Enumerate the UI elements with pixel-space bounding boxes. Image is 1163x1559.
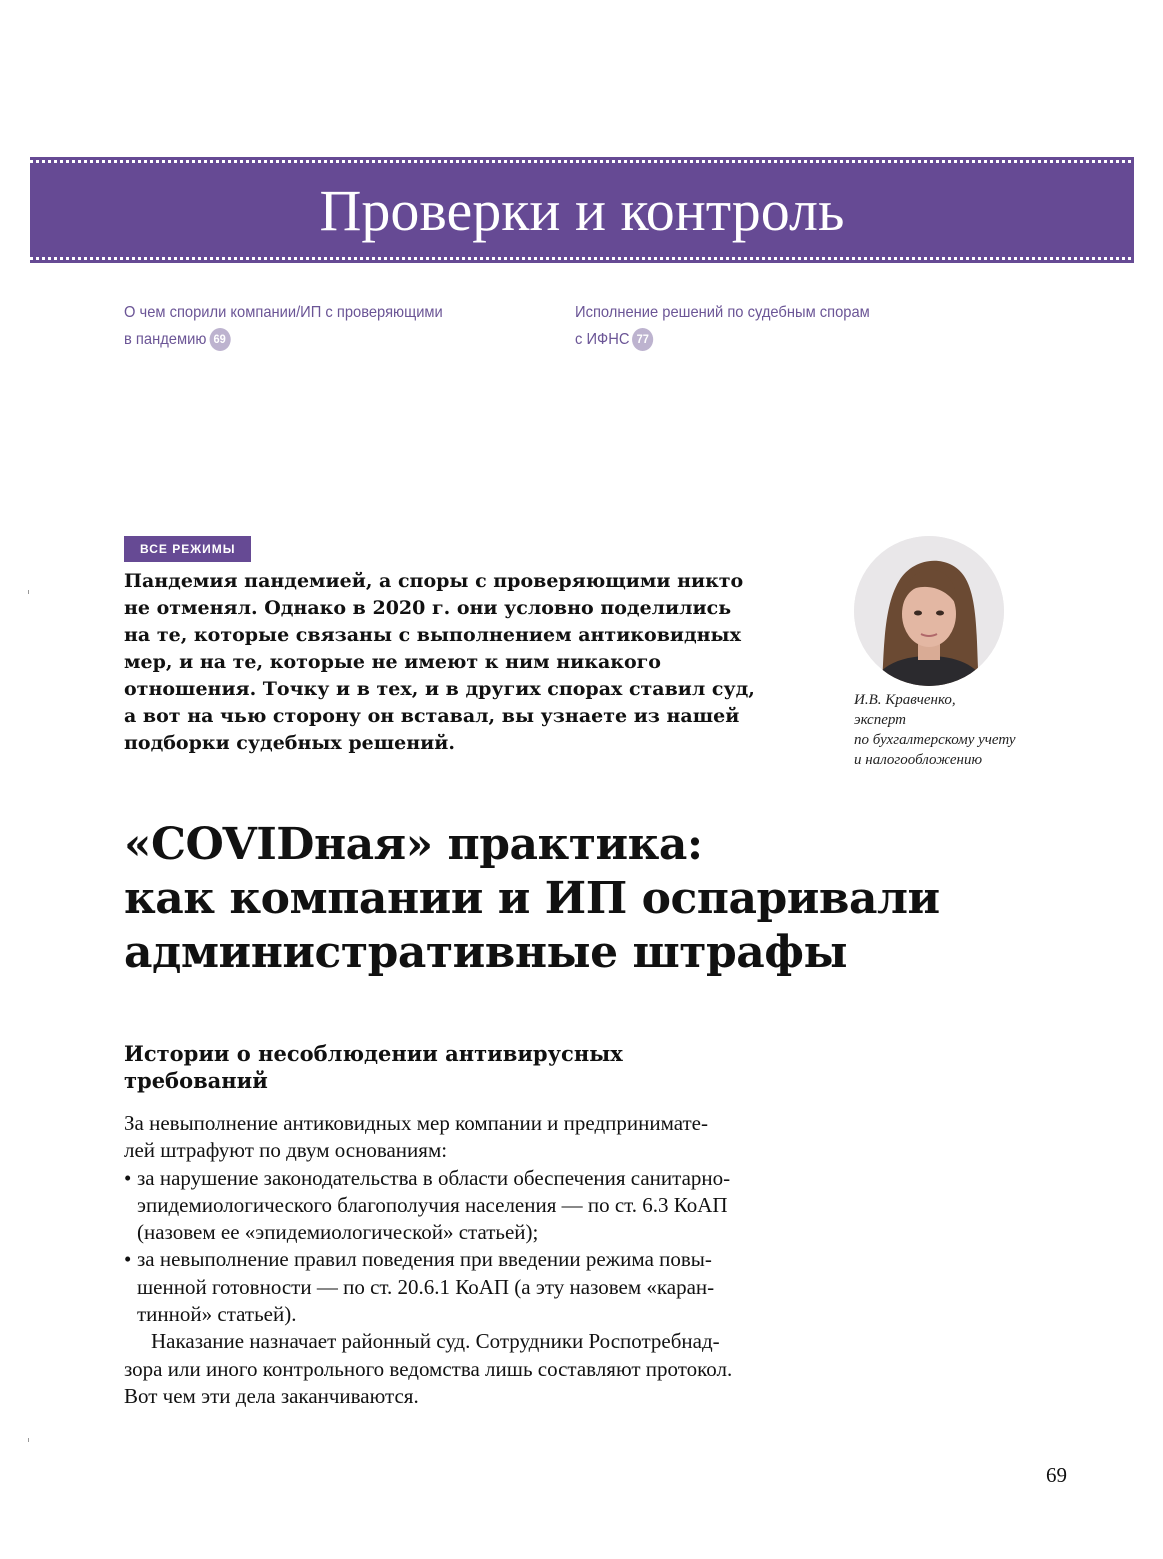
tax-regime-tag: ВСЕ РЕЖИМЫ — [124, 536, 251, 562]
section-title: Проверки и контроль — [319, 178, 845, 243]
section-banner — [30, 157, 1134, 263]
lead-paragraph — [124, 568, 804, 757]
page-number-badge: 77 — [632, 328, 653, 351]
lead-line: подборки судебных решений. — [124, 732, 455, 754]
lead-line: а вот на чью сторону он вставал, вы узнаете из нашей — [124, 705, 740, 727]
lead-line: не отменял. Однако в 2020 г. они условно поделились — [124, 597, 732, 619]
lead-line: на те, которые связаны с выполнением антиковидных — [124, 624, 741, 646]
body-line: тинной» статьей). — [137, 1302, 297, 1327]
lead-line: мер, и на те, которые не имеют к ним никакого — [124, 651, 661, 673]
banner-border-top — [30, 160, 1134, 163]
body-line: • за нарушение законодательства в области обеспечения санитарно- — [137, 1165, 731, 1190]
headline-line: «COVIDная» практика: — [124, 819, 703, 870]
author-photo — [854, 536, 1004, 686]
article-headline — [124, 818, 1124, 980]
article-body — [124, 1110, 814, 1410]
banner-border-bottom — [30, 257, 1134, 260]
author-role: эксперт — [854, 712, 907, 728]
nav-link-line — [575, 326, 870, 353]
nav-link-court-decisions[interactable] — [575, 299, 870, 353]
page-number: 69 — [1046, 1463, 1067, 1487]
body-line: (назовем ее «эпидемиологической» статьей); — [137, 1220, 539, 1245]
body-line: За невыполнение антиковидных мер компании и предпринимате- — [124, 1111, 709, 1135]
headline-line: как компании и ИП оспаривали — [124, 873, 940, 924]
body-line: Вот чем эти дела заканчиваются. — [124, 1383, 419, 1408]
nav-link-text: в пандемию — [124, 331, 207, 348]
author-portrait — [854, 536, 1004, 686]
body-line: зора или иного контрольного ведомства лишь составляют протокол. — [124, 1356, 733, 1381]
subheading-line: требований — [124, 1068, 268, 1093]
body-line: лей штрафуют по двум основаниям: — [124, 1138, 448, 1163]
lead-line: Пандемия пандемией, а споры с проверяющими никто — [124, 570, 744, 592]
page-number-badge: 69 — [209, 328, 230, 351]
body-line: • за невыполнение правил поведения при введении режима повы- — [137, 1247, 712, 1272]
nav-link-line: О чем спорили компании/ИП с проверяющими — [124, 304, 443, 321]
crop-mark — [28, 1438, 29, 1442]
author-role: и налогообложению — [854, 752, 983, 768]
author-role: по бухгалтерскому учету — [854, 732, 1016, 748]
nav-link-line — [124, 326, 443, 353]
lead-line: отношения. Точку и в тех, и в других спорах ставил суд, — [124, 678, 755, 700]
author-caption — [854, 690, 1084, 770]
headline-line: административные штрафы — [124, 927, 848, 978]
nav-link-disputes[interactable] — [124, 299, 443, 353]
list-item — [124, 1246, 814, 1328]
crop-mark — [28, 590, 29, 594]
list-item — [124, 1165, 814, 1247]
body-line: шенной готовности — по ст. 20.6.1 КоАП (а эту назовем «каран- — [137, 1274, 715, 1299]
body-line: эпидемиологического благополучия населения — по ст. 6.3 КоАП — [137, 1192, 728, 1217]
nav-link-text: с ИФНС — [575, 331, 630, 348]
body-line: Наказание назначает районный суд. Сотрудники Роспотребнад- — [151, 1329, 720, 1354]
nav-link-line: Исполнение решений по судебным спорам — [575, 304, 870, 321]
subheading-line: Истории о несоблюдении антивирусных — [124, 1041, 623, 1066]
author-name: И.В. Кравченко, — [854, 692, 956, 708]
section-subheading — [124, 1040, 804, 1094]
